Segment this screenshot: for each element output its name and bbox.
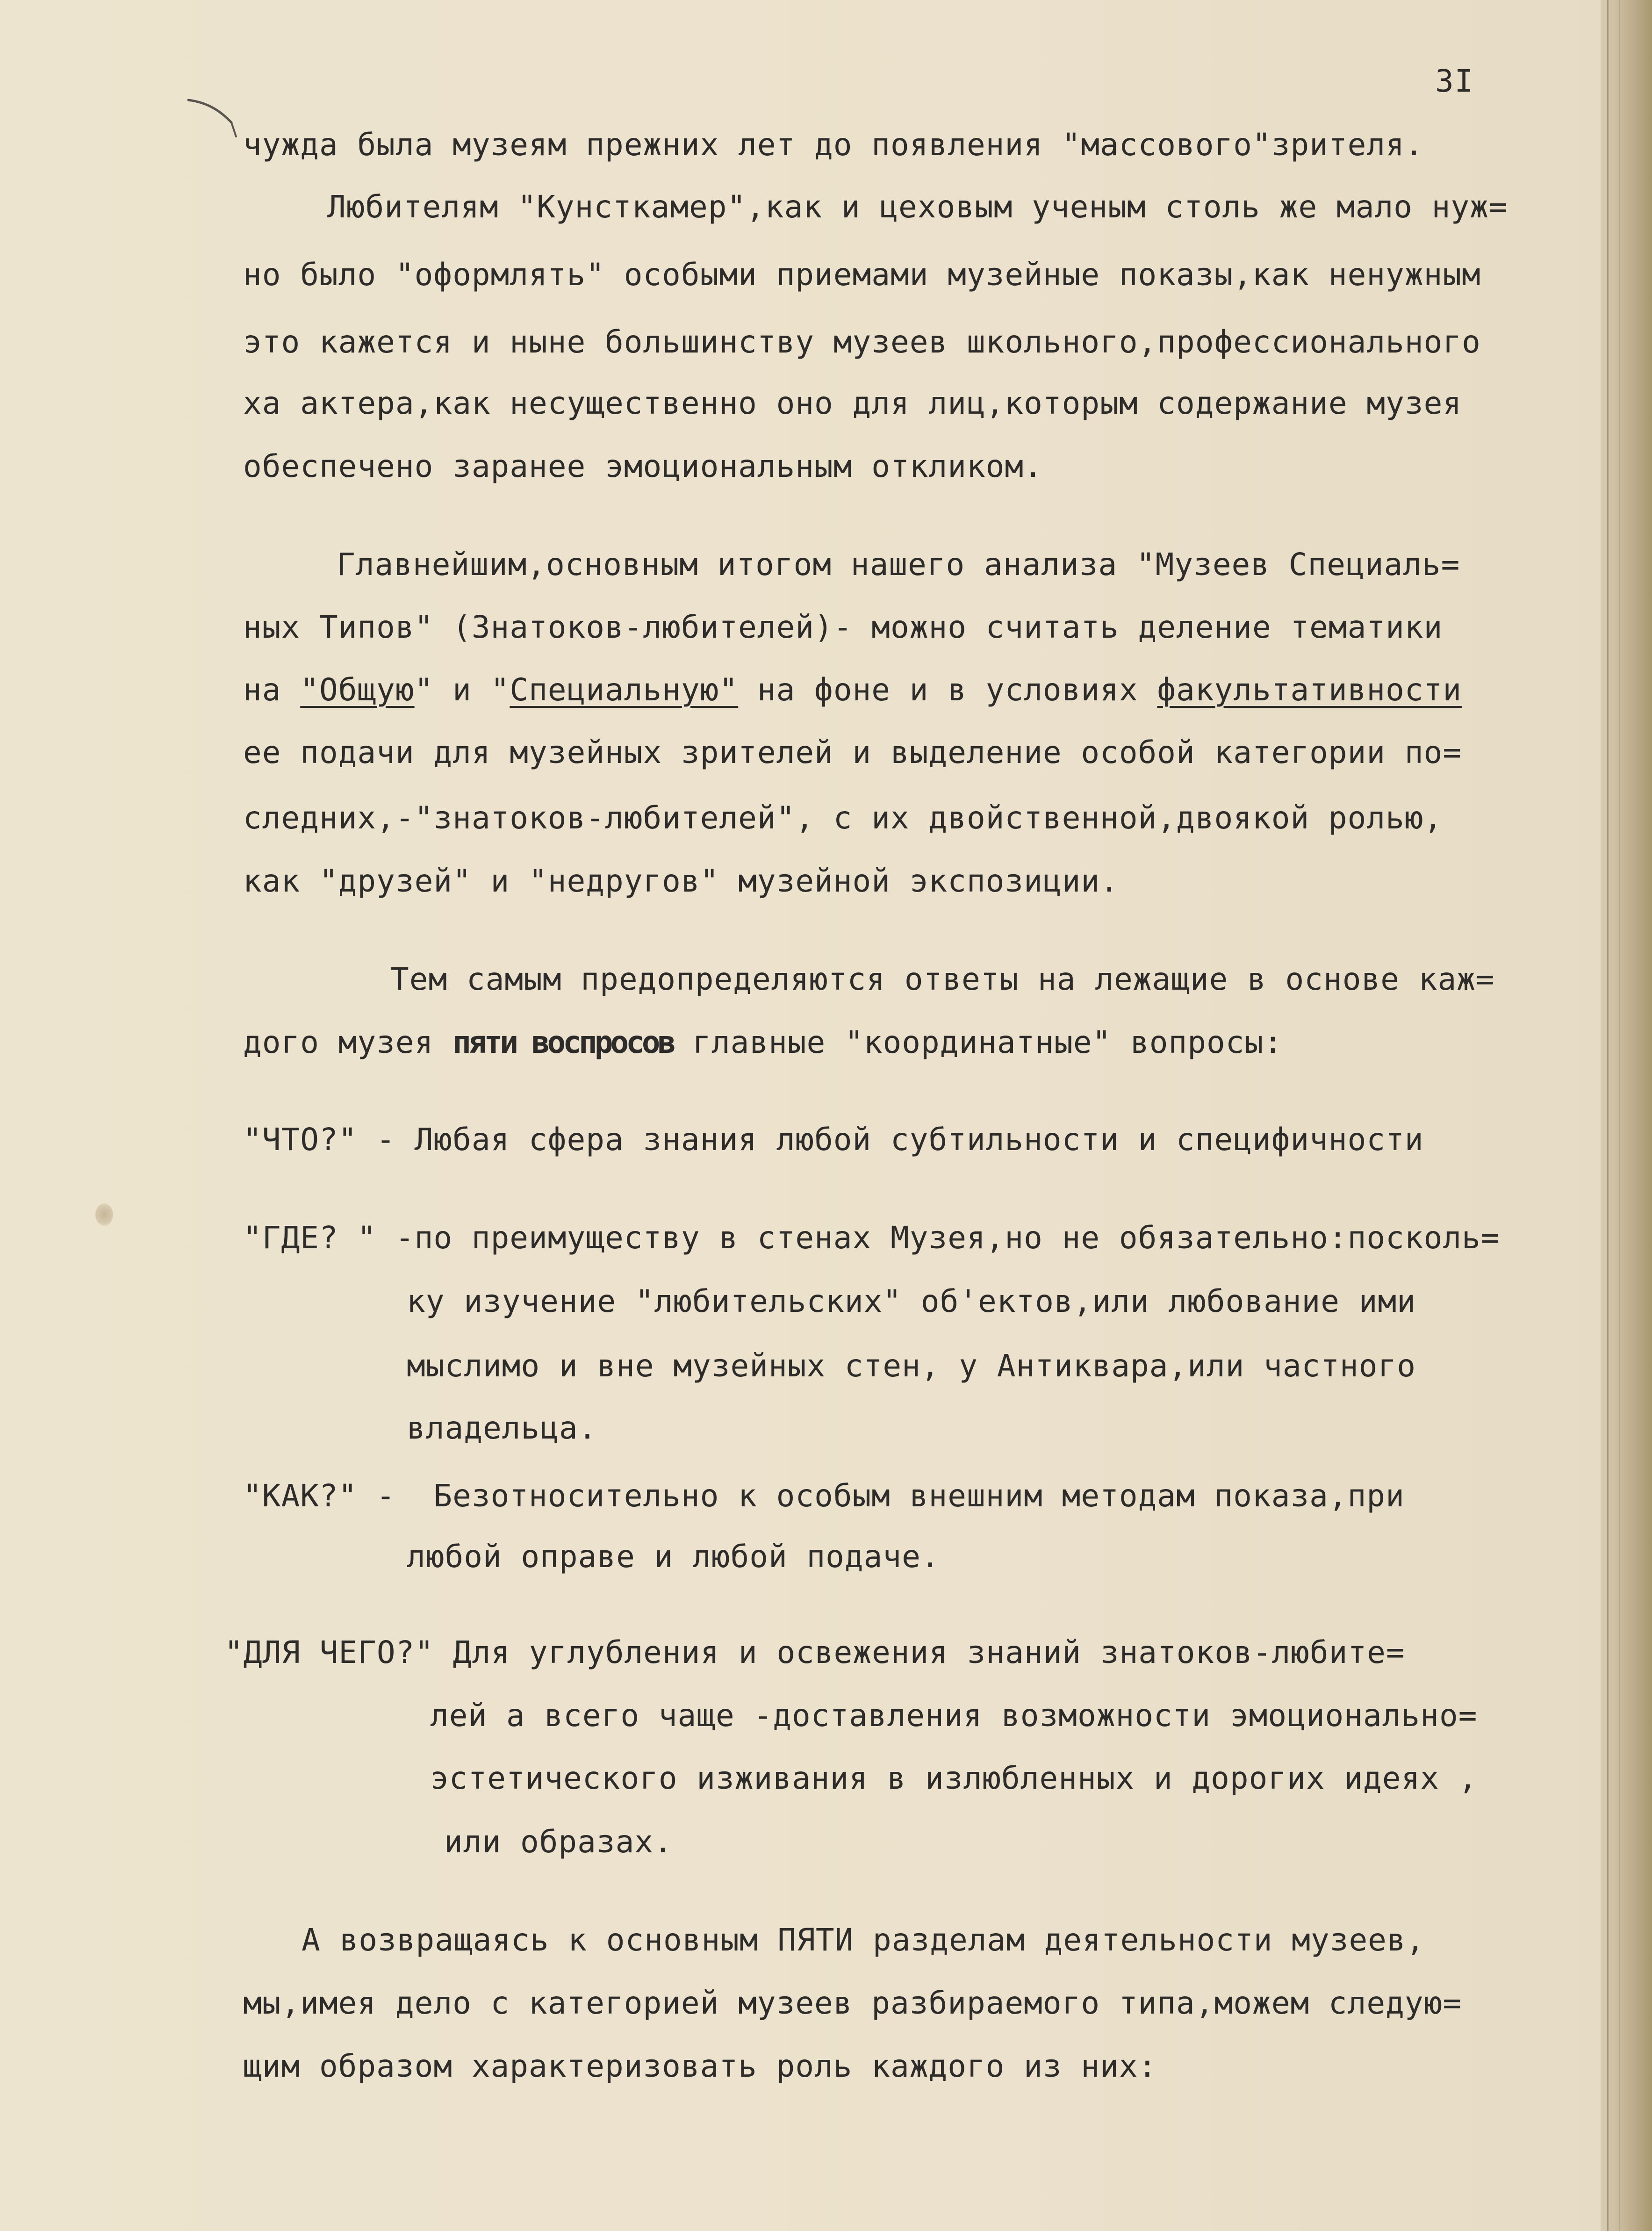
underlined-word: Специальную" [510, 672, 739, 708]
page-edge-binding [1601, 0, 1652, 2231]
text-run: по преимуществу в стенах Музея,но не обязательно:посколь= [414, 1220, 1500, 1256]
text-line: Любителям "Кунсткамер",как и цеховым ученым столь же мало нуж= [327, 189, 1508, 225]
question-label: "ДЛЯ ЧЕГО?" [224, 1634, 453, 1670]
text-run: Безотносительно к особым внешним методам показа,при [433, 1478, 1405, 1514]
text-line: Главнейшим,основным итогом нашего анализа "Музеев Специаль= [337, 547, 1460, 583]
text-line-underlined [243, 671, 1462, 709]
text-run: Для углубления и освежения знаний знатоков-любите= [453, 1634, 1405, 1670]
text-line: лей а всего чаще -доставления возможности эмоционально= [430, 1698, 1478, 1734]
text-line: эстетического изживания в излюбленных и дорогих идеях , [430, 1760, 1478, 1796]
question-label: "КАК?" - [243, 1478, 434, 1514]
text-line: ее подачи для музейных зрителей и выделение особой категории по= [243, 734, 1462, 770]
question-how [243, 1477, 1405, 1515]
text-line: щим образом характеризовать роль каждого из них: [243, 2048, 1157, 2084]
question-where [243, 1219, 1500, 1257]
text-line: но было "оформлять" особыми приемами музейные показы,как ненужным [243, 257, 1481, 293]
text-line: А возвращаясь к основным ПЯТИ разделам деятельности музеев, [302, 1922, 1425, 1958]
text-line: Тем самым предопределяются ответы на лежащие в основе каж= [390, 961, 1495, 997]
struck-out-text: пяти воспросов [453, 1024, 674, 1060]
text-line: это кажется и ныне большинству музеев школьного,профессионального [243, 324, 1481, 360]
text-run: Любая сфера знания любой субтильности и специфичности [414, 1122, 1424, 1158]
text-line: любой оправе и любой подаче. [407, 1539, 940, 1575]
text-run: дого музея [243, 1024, 453, 1060]
question-what-for [224, 1634, 1405, 1671]
page-number: 3I [1435, 63, 1474, 99]
underlined-word: факультативности [1157, 672, 1462, 708]
text-line: ку изучение "любительских" об'ектов,или любование ими [407, 1283, 1416, 1319]
text-line: мыслимо и вне музейных стен, у Антиквара,или частного [407, 1348, 1416, 1384]
handwritten-margin-mark [185, 94, 241, 140]
text-line-struck [243, 1024, 1283, 1061]
question-label: "ЧТО?" - [243, 1122, 415, 1158]
text-run: главные "координатные" вопросы: [673, 1024, 1283, 1060]
text-run: " и " [414, 672, 510, 708]
paper-stain [95, 1203, 113, 1226]
text-line: мы,имея дело с категорией музеев разбираемого типа,можем следую= [243, 1985, 1462, 2021]
text-line: ных Типов" (Знатоков-любителей)- можно считать деление тематики [243, 609, 1443, 645]
text-line: или образах. [444, 1824, 673, 1860]
question-label: "ГДЕ? " - [243, 1220, 415, 1256]
text-run: на [243, 672, 301, 708]
text-line: следних,-"знатоков-любителей", с их двойственной,двоякой ролью, [243, 800, 1443, 836]
question-what [243, 1121, 1424, 1159]
text-line: владельца. [407, 1410, 597, 1446]
text-line: чужда была музеям прежних лет до появления "массового"зрителя. [243, 127, 1424, 163]
text-line: ха актера,как несущественно оно для лиц,которым содержание музея [243, 385, 1462, 421]
underlined-word: "Общую [300, 672, 415, 708]
text-run: на фоне и в условиях [738, 672, 1157, 708]
text-line: обеспечено заранее эмоциональным откликом. [243, 448, 1043, 484]
text-line: как "друзей" и "недругов" музейной экспозиции. [243, 863, 1119, 899]
